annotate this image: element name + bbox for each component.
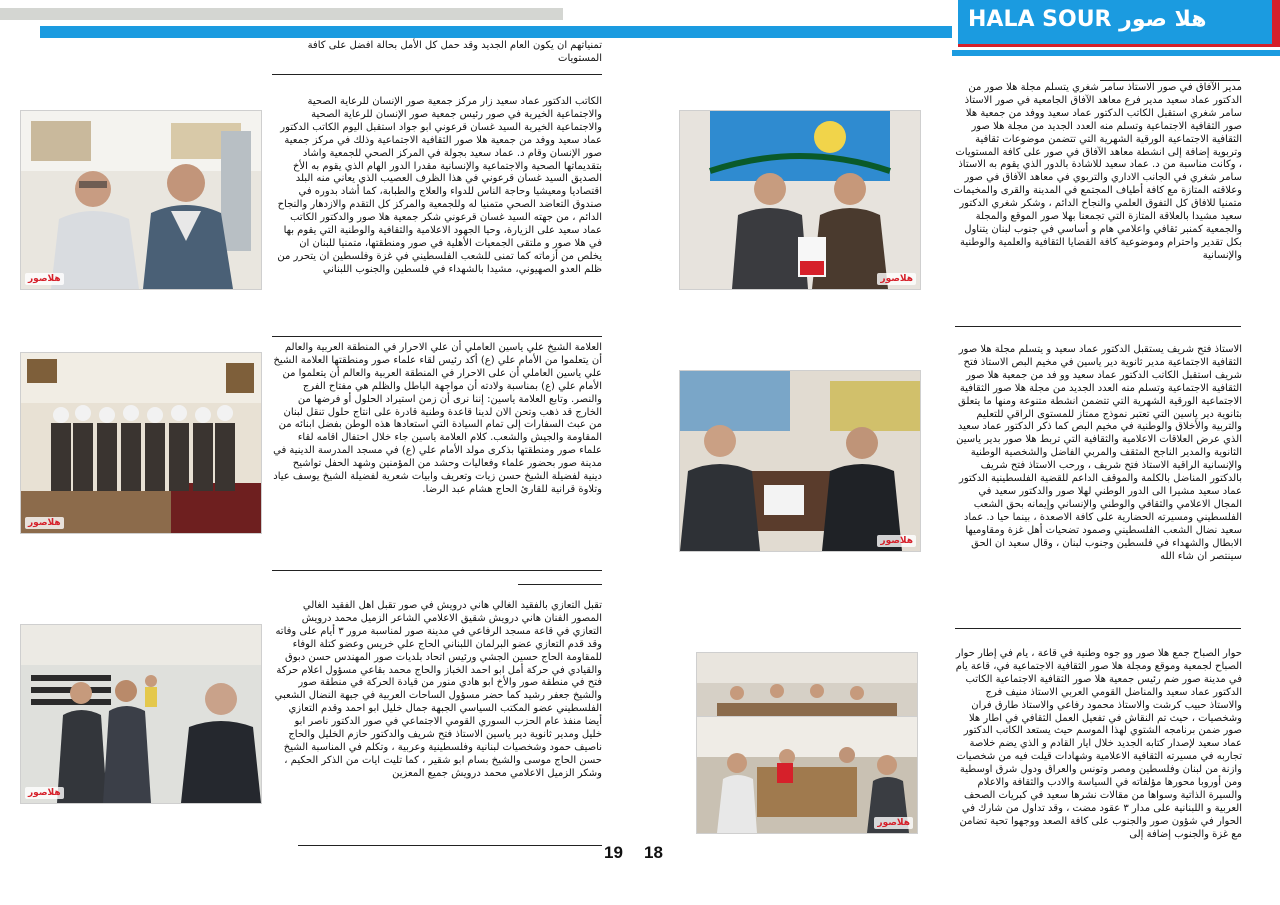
page-number-left: 19	[604, 843, 623, 862]
header-gray-bar	[0, 8, 563, 20]
divider-2	[272, 570, 602, 571]
hala-sour-logo: هلاصور	[25, 787, 64, 799]
article1-photo	[20, 110, 262, 290]
article4-photo	[679, 110, 921, 290]
divider-3	[518, 584, 602, 585]
brand-title: HALA SOUR هلا صور	[968, 7, 1207, 32]
article3-text: تقبل التعازي بالفقيد الغالي هاني درويش في صور تقبل اهل الفقيد الغالي المصور الفنان هاني درويش شقيق الاعلامي الشاعر الزميل محمد درويش التعازي في قاعة مسجد الرفاعي في مدينة صور لمناسبة مرور ٣ أيام على وفاته وقد قدم التعازي عضو البرلمان اللبناني الحاج علي خريس وعضو كتلة الوفاء للمقاومة الحاج حسين الجشي ورئيس اتحاد بلديات صور المهندس حسن دبوق والقيادي في حركة أمل ابو احمد الخباز والحاج محمد بقاعي مسؤول اعلام حركة فتح في منطقة صور والأخ ابو هادي منور من قيادة الحركة في منطقة صور والشيخ جعفر رشيد كما حضر مسؤول الساحات العربية في جبهة النضال الشعبي الفلسطيني عضو المكتب السياسي الجبهة جمال خليل ابو احمد وقدم التعازي أيضا منفذ عام الحزب السوري القومي الاجتماعي في صور الدكتور ناصر ابو خليل ومدير ثانوية دير ياسين الاستاذ فتح شريف والدكتور حازم الخليل والحاج ناصيف حمود وشخصيات لبنانية وفلسطينية وعربية ، وتكلم في المناسبة الشيخ حسن الحاج موسى والشيخ بسام ابو شقير ، كما تليت ايات من الذكر الحكيم ، وشكر الزميل الاعلامي محمد درويش جميع المعزين	[274, 600, 602, 779]
article6-photo-2	[696, 716, 918, 834]
article2-photo	[20, 352, 262, 534]
hala-sour-logo: هلاصور	[877, 273, 916, 285]
article5-photo	[679, 370, 921, 552]
article4-text: مدير الآفاق في صور الاستاذ سامر شغري يتسلم مجلة هلا صور من الدكتور عماد سعيد مدير فرع معاهد الآفاق الجامعية في صور الاستاذ سامر شغري استقبل الكاتب الدكتور عماد سعيد ووفد من جمعية هلا صور الثقافية الاجتماعية وتسلم منه العدد الجديد من مجلة هلا صور الثقافية الاجتماعية الورقية الشهرية التي تتضمن موضوعات ثقافية وتربوية إضافة إلى انشطة معاهد الآفاق في صور على كافة المستويات ، وكانت مناسبة من د. عماد سعيد للاشادة بالدور الذي يقوم به الاستاذ سامر شغري في الجانب الاداري والتربوي في معاهد الآفاق في صور وعلاقته المتازة مع كافة أطياف المجتمع في المدينة والقرى والمخيمات متمنيا للافاق كل التفوق العلمي والنجاح الدائم ، وشكر شغري الدكتور سعيد مشيدا بالعلاقة المتازة التي تجمعنا بهلا صور الموقع والمجلة والجمعية كمنبر ثقافي واعلامي هام و أساسي في جنوب لبنان يتناول بكل تقدير واحترام وموضوعية كافة القضايا الثقافية والعلمية والوطنية والإنسانية	[953, 82, 1242, 261]
article3-photo	[20, 624, 262, 804]
header-blue-underline	[952, 50, 1280, 56]
brand-red-strip	[1272, 0, 1280, 44]
page-number-right: 18	[644, 843, 663, 862]
divider-1	[272, 336, 602, 337]
divider-top	[272, 74, 602, 75]
article2-text: العلامة الشيخ علي ياسين العاملي أن علي الاحرار في المنطقة العربية والعالم أن يتعلموا من الأمام علي (ع) أكد رئيس لقاء علماء صور ومنطقتها العلامة الشيخ علي ياسين العاملي أن على الاحرار في المنطقة العربية والعالم أن يتعلموا من الأمام علي (ع) بمناسبة ولادته أن مواجهة الباطل والظلم هي مفتاح الفرج والنصر. وتابع العلامة ياسين: إننا نرى أن زمن استيراد الحلول أو فرضها من الخارج قد ذهب وتحن الان لدينا قاعدة وطنية قادرة على انتاج حلول تنقل لبنان من عبث السفارات إلى تمام السيادة التي استعادها هذه الوطن بفضل ابنائه من المقاومة والجيش والشعب. كلام العلامة ياسين جاء خلال احتفال اقامه لقاء علماء صور ومنطقتها بذكرى مولد الأمام علي (ع) في مسجد المدرسة الدينية في مدينة صور بحضور علماء وفعاليات وحشد من المؤمنين وشهد الحفل تواشيح دينية لفضيلة الشيخ حسن زيات وتعريف وابيات شعرية لفضيلة الشيخ يوسف عياد وتلاوة قرانية للقارئ الحاج هشام عبد الرضا.	[273, 342, 602, 495]
hala-sour-logo: هلاصور	[25, 517, 64, 529]
header-blue-bar	[40, 26, 952, 38]
divider-bottom-left	[298, 845, 602, 846]
hala-sour-logo: هلاصور	[25, 273, 64, 285]
brand-header	[958, 0, 1280, 47]
article6-text: حوار الصباح جمع هلا صور وو جوه وطنية في قاعة ، يام في إطار حوار الصباح لجمعية وموقع ومجلة هلا صور الثقافية الاجتماعية في، قاعة يام في مدينة صور ضم رئيس جمعية هلا صور الثقافية الاجتماعية الكاتب الدكتور عماد سعيد والمناضل القومي العربي الاستاذ منيف فرج والاستاذ حبيب كرشت والاستاذ محمود رفاعي والاستاذ طارق فران وشخصيات ، حيث تم النقاش في تفعيل العمل الثقافي في اطار هلا صور ضمن برنامجه الشتوي لهذا الموسم حيث يستعد الكاتب الدكتور عماد سعيد لإصدار كتابه الجديد خلال ايار القادم و الذي يضم خلاصة تجاربه في مسيرته الثقافية الاعلامية وشهادات قيلت فيه من شخصيات وازنة من لبنان وفلسطين ومصر وتونس والعراق ودول شرق اوسطية ومن أوروبا محورها مؤلفاته في السياسة والادب والثقافة والاعلام والسيرة الذاتية وسواها من مقالات نشرها سعيد في كبريات الصحف العربية و اللبنانية على مدار ٣ عقود مضت ، وقد تداول من شارك في الحوار في شؤون صور والجنوب على كافة الصعد ووجهوا تحية تضامن مع غزة والجنوب إضافة إلى	[955, 648, 1242, 840]
article5-text: الاستاذ فتح شريف يستقبل الدكتور عماد سعيد و يتسلم مجلة هلا صور الثقافية الاجتماعية مدير ثانوية دير ياسين في مخيم البص الاستاذ فتح شريف استقبل الكاتب الدكتور عماد سعيد وو فد من جمعية هلا صور الثقافية الاجتماعية وتسلم منه العدد الجديد من مجلة هلا صور الثقافية الاجتماعية الورقية الشهرية التي تتضمن انشطة متنوعة ومنها ما يتعلق بثانوية دير ياسين التي تعتبر نموذج ممتاز للمستوى الراقي للتعليم والتربية والأخلاق والوطنية في مخيم البص كما ذكر الدكتور عماد سعيد الذي عرض العلاقات الاعلامية والثقافية التي تربط هلا صور بدير ياسين الثانوية والمدير الناجح المثقف والمربي الفاضل والشخصية الوطنية والإنسانية الراقية الاستاذ فتح شريف ، ورحب الاستاذ فتح شريف بالدكتور المناضل بالكلمة والموقف الداعم للقضية الفلسطينية الدكتور عماد سعيد مشيرا الى الدور الوطني لهلا صور والدكتور سعيد في المجال الاعلامي والثقافي والوطني والإنساني وإيمانه بحق الشعب الفلسطيني ومسيرته الحضارية على كافة الاصعدة ، بينما حيا د. عماد سعيد نضال الشعب الفلسطيني وصمود تضحيات أهل غزة ومقاوميها الابطال والشهداء في فلسطين وجنوب لبنان ، وقال سعيد ان الحق سينتصر ان شاء الله	[956, 344, 1242, 562]
article1-text: الكاتب الدكتور عماد سعيد زار مركز جمعية صور الإنسان للرعاية الصحية والاجتماعية الخيرية في صور رئيس جمعية صور الإنسان للرعاية الصحية والاجتماعية الخيرية السيد غسان قرعوني ابو جواد استقبل اليوم الكاتب الدكتور عماد سعيد ووفد من جمعية هلا صور الثقافية الاجتماعية وذلك في مركز جمعية صور الإنسان وقام د. عماد سعيد بجولة في المركز الصحي للجمعية واشاد بتقديماتها الصحية والاجتماعية والإنسانية مقدرا الدور الهام الذي يقوم به الأخ الصديق السيد غسان قرعوني في هذا الظرف العصيب الذي يعاني منه البلد اقتصاديا ومعيشيا وحاجة الناس للدواء والعلاج والطبابة، كما أشاد بدوره في صندوق التعاضد الصحي متمنيا له وللجمعية والمركز كل التقدم والازدهار والنجاح الدائم ، من جهته السيد غسان قرعوني شكر جمعية هلا صور والدكتور الكاتب عماد سعيد على الزيارة، وحيا الجهود الاعلامية والثقافية والوطنية التي يقوم بها في هلا صور و ملتقى الجمعيات الأهلية في صور ومنطقتها، متمنيا للبنان ان يخلص من أزماته كما تمنى للشعب الفلسطيني في غزة وفلسطين ان يتحرر من ظلم العدو الصهيوني، مشيدا بالشهداء في فلسطين والجنوب اللبناني	[277, 96, 602, 275]
hala-sour-logo: هلاصور	[877, 535, 916, 547]
top-continuation-text: تمنياتهم ان يكون العام الجديد وقد حمل كل الأمل بحالة افضل على كافة المستويات	[307, 40, 602, 64]
hala-sour-logo: هلاصور	[874, 817, 913, 829]
divider-4-top	[1100, 80, 1240, 81]
divider-4-bottom	[955, 326, 1241, 327]
divider-5-bottom	[955, 628, 1241, 629]
